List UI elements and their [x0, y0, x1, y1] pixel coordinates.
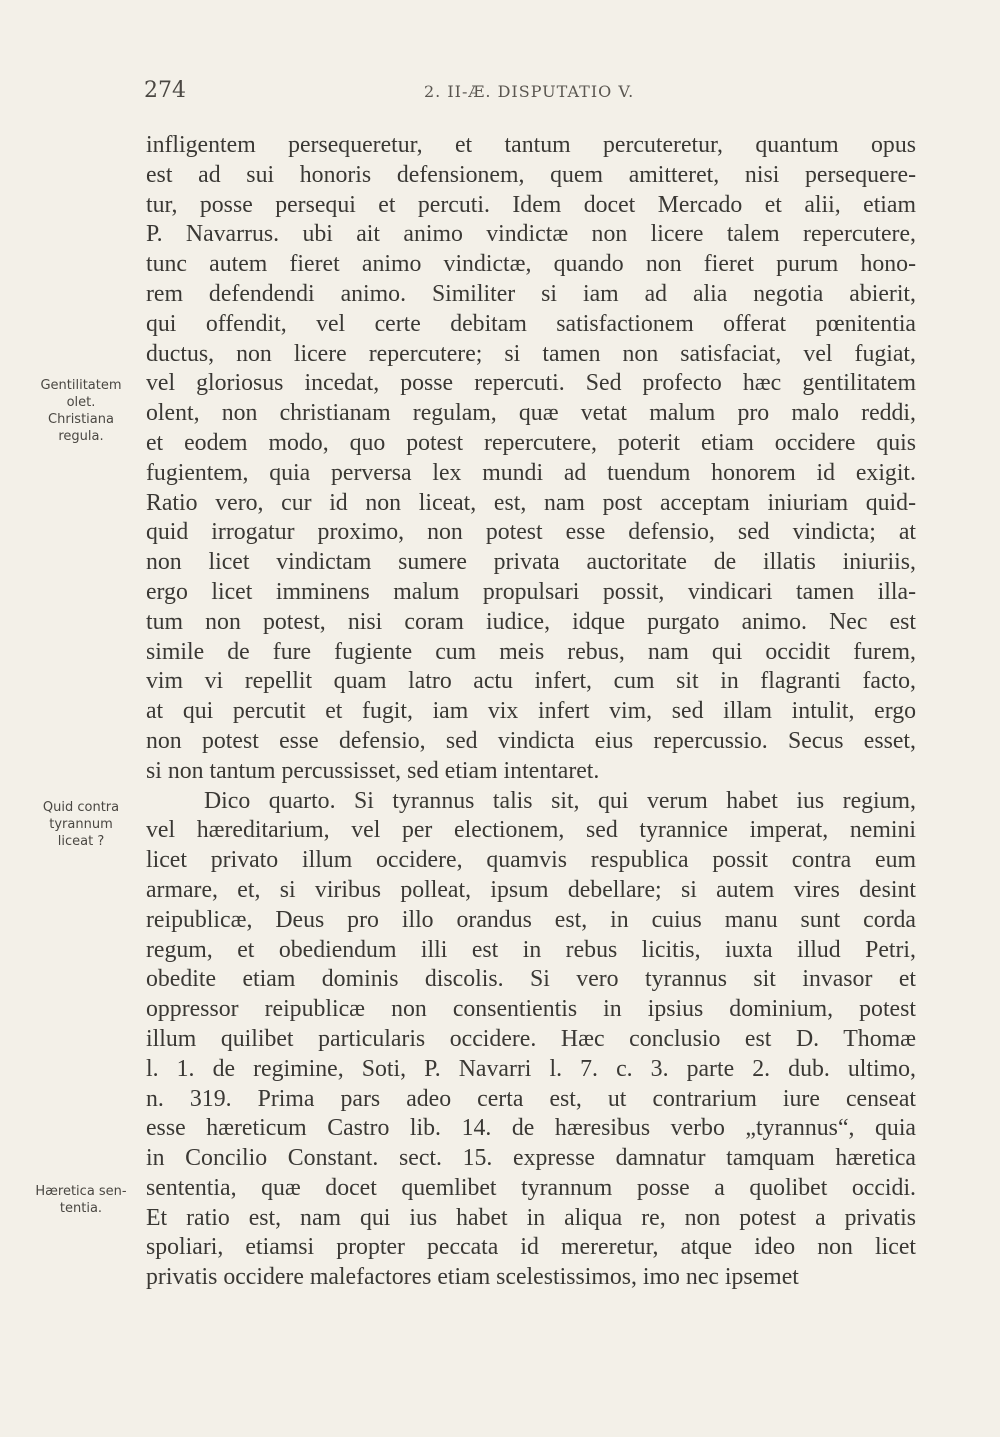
text-line: in Concilio Constant. sect. 15. expresse damnatur tamquam hæretica	[146, 1145, 916, 1172]
text-line: ergo licet imminens malum propulsari possit, vindicari tamen illa-	[146, 578, 916, 605]
margin-note-line: regula.	[58, 429, 104, 444]
text-line: sententia, quæ docet quemlibet tyrannum posse a quolibet occidi.	[146, 1174, 916, 1201]
text-line: est ad sui honoris defensionem, quem amitteret, nisi persequere-	[146, 161, 916, 188]
margin-note-line: Christiana	[48, 412, 114, 427]
margin-note-line: liceat ?	[57, 834, 105, 849]
text-line: Et ratio est, nam qui ius habet in aliqua re, non potest a privatis	[146, 1204, 916, 1231]
text-line: rem defendendi animo. Similiter si iam ad alia negotia abierit,	[146, 280, 916, 307]
text-line: et eodem modo, quo potest repercutere, poterit etiam occidere quis	[146, 429, 916, 456]
text-line: si non tantum percussisset, sed etiam intentaret.	[146, 757, 600, 784]
text-line: illum quilibet particularis occidere. Hæc conclusio est D. Thomæ	[146, 1025, 916, 1052]
text-line: tum non potest, nisi coram iudice, idque purgato animo. Nec est	[146, 608, 916, 635]
text-line: fugientem, quia perversa lex mundi ad tuendum honorem id exigit.	[146, 459, 916, 486]
text-line: quid irrogatur proximo, non potest esse defensio, sed vindicta; at	[146, 519, 916, 546]
text-line: non potest esse defensio, sed vindicta eius repercussio. Secus esset,	[146, 727, 916, 754]
text-line: tur, posse persequi et percuti. Idem docet Mercado et alii, etiam	[146, 191, 916, 218]
text-line: regum, et obediendum illi est in rebus licitis, iuxta illud Petri,	[146, 936, 916, 963]
text-line: armare, et, si viribus polleat, ipsum debellare; si autem vires desint	[146, 876, 916, 903]
text-line: ductus, non licere repercutere; si tamen non satisfaciat, vel fugiat,	[146, 340, 916, 367]
text-line: olent, non christianam regulam, quæ vetat malum pro malo reddi,	[146, 400, 916, 427]
text-line: tunc autem fieret animo vindictæ, quando non fieret purum hono-	[146, 251, 916, 278]
margin-note-gentilitatem	[22, 377, 140, 445]
text-line: non licet vindictam sumere privata auctoritate de illatis iniuriis,	[146, 549, 916, 576]
text-line: Ratio vero, cur id non liceat, est, nam post acceptam iniuriam quid-	[146, 489, 916, 516]
text-line: spoliari, etiamsi propter peccata id mereretur, atque ideo non licet	[146, 1234, 916, 1261]
text-line: P. Navarrus. ubi ait animo vindictæ non licere talem repercutere,	[146, 221, 916, 248]
text-line: oppressor reipublicæ non consentientis in ipsius dominium, potest	[146, 996, 916, 1023]
text-line: qui offendit, vel certe debitam satisfactionem offerat pœnitentia	[146, 310, 916, 337]
running-head: 2. II-Æ. DISPUTATIO V.	[424, 82, 635, 101]
text-line: vel gloriosus incedat, posse repercuti. Sed profecto hæc gentilitatem	[146, 370, 916, 397]
margin-note-line: Hæretica sen-	[35, 1184, 127, 1199]
margin-note-line: tentia.	[59, 1201, 103, 1216]
text-line: vel hæreditarium, vel per electionem, sed tyrannice imperat, nemini	[146, 817, 916, 844]
text-line: obedite etiam dominis discolis. Si vero tyrannus sit invasor et	[146, 966, 916, 993]
margin-note-haeretica	[22, 1183, 140, 1217]
margin-note-line: tyrannum	[49, 817, 113, 832]
text-line: licet privato illum occidere, quamvis respublica possit contra eum	[146, 847, 916, 874]
text-line: infligentem persequeretur, et tantum percuteretur, quantum opus	[146, 132, 916, 158]
text-line: reipublicæ, Deus pro illo orandus est, in cuius manu sunt corda	[146, 906, 916, 933]
margin-note-tyrannum	[22, 799, 140, 850]
page-number: 274	[144, 78, 186, 103]
margin-note-line: Quid contra	[42, 800, 120, 815]
text-line: l. 1. de regimine, Soti, P. Navarri l. 7. c. 3. parte 2. dub. ultimo,	[146, 1055, 916, 1082]
text-line: simile de fure fugiente cum meis rebus, nam qui occidit furem,	[146, 638, 916, 665]
margin-note-line: Gentilitatem	[40, 378, 122, 393]
text-line: n. 319. Prima pars adeo certa est, ut contrarium iure censeat	[146, 1085, 916, 1112]
text-line: esse hæreticum Castro lib. 14. de hæresibus verbo „tyrannus“, quia	[146, 1115, 916, 1142]
body-text	[146, 131, 916, 1293]
page-header	[144, 78, 914, 108]
text-line: privatis occidere malefactores etiam scelestissimos, imo nec ipsemet	[146, 1264, 799, 1291]
text-line: Dico quarto. Si tyrannus talis sit, qui verum habet ius regium,	[204, 787, 916, 814]
text-line: vim vi repellit quam latro actu infert, cum sit in flagranti facto,	[146, 668, 916, 695]
text-line: at qui percutit et fugit, iam vix infert vim, sed illam intulit, ergo	[146, 698, 916, 725]
margin-note-line: olet.	[66, 395, 96, 410]
